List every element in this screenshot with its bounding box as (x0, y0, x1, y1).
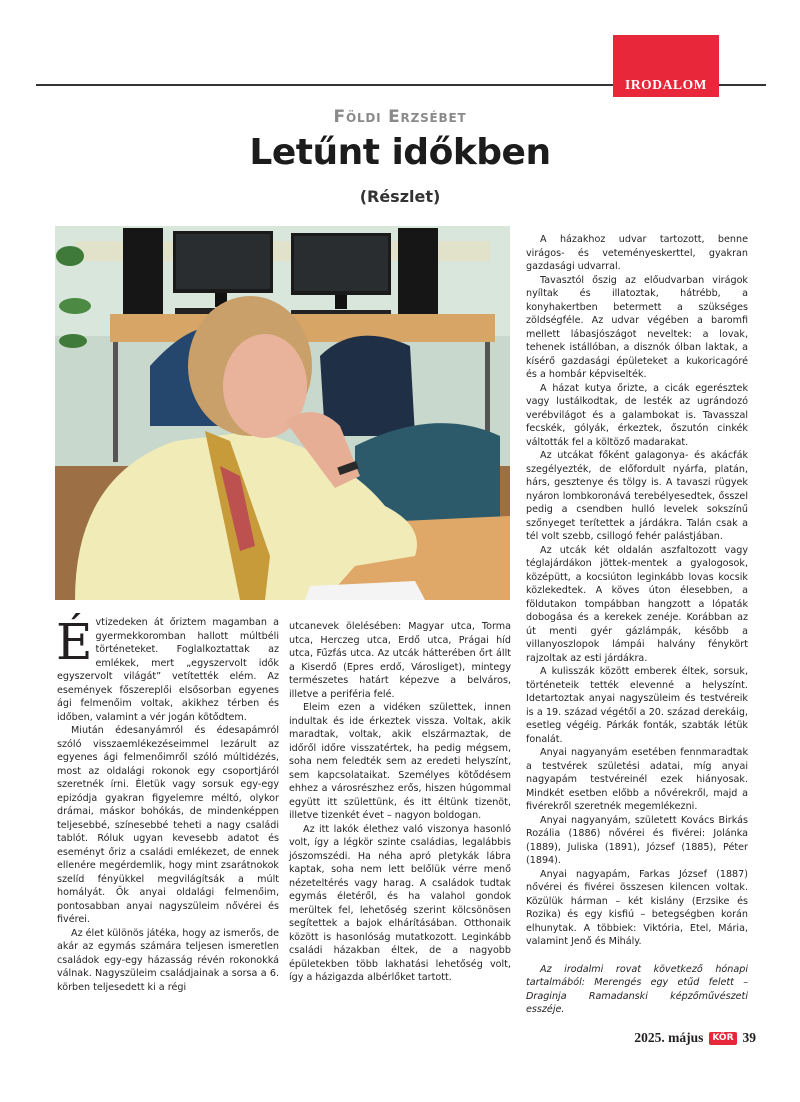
page-number: 39 (742, 1030, 756, 1045)
paragraph: Miután édesanyámról és édesapámról szóló visszaemlékezéseimmel lezárult az egyenes ági felmenőimről szóló múltidézés, most az oldalági rokonok egy csoportjáról szeretnék írni. Életük vagy sorsuk egy-egy epizódja gyakran figyelemre méltó, olykor drámai, máskor bohókás, de mindenképpen teljesebbé, színesebbé teheti a nagy családi tablót. Róluk ugyan kevesebb adatot és eseményt őriz a családi emlékezet, de ennek ellenére megérdemlik, hogy mint zsarátnokok szelíd fényükkel megvilágítsák a múlt homályát. Ők anyai oldalági felmenőim, pontosabban anyai nagyszüleim nővérei és fivérei. (57, 725, 279, 925)
paragraph: A házat kutya őrizte, a cicák egerésztek vagy lustálkodtak, de lesték az ugrándozó verébvilágot és a galambokat is. Tavasszal fecskék, gólyák, érkeztek, őszutón cinkék váltották fel a költöző madarakat. (526, 382, 748, 448)
drop-cap: É (56, 613, 93, 671)
paragraph: A kulisszák között emberek éltek, sorsuk, történeteik tették elevenné a helyszínt. Idetartoztak anyai nagyszüleim és testvéreik is a 19. század végétől a 20. század derekáig, esetleg végéig. Párkák fonták, szabták létük fonalát. (526, 666, 748, 745)
paragraph: Tavasztól őszig az előudvarban virágok nyíltak és illatoztak, hátrébb, a konyhakertben betermett a szükséges zöldségféle. Az udvar végében a baromfi mellett lábasjószágot neveltek: a lovak, tehenek istállóban, a disznók ólban laktak, a kísérő gazdasági épületeket a kukoricagóré és a hombár képviselték. (526, 274, 748, 380)
paragraph: utcanevek ölelésében: Magyar utca, Torma utca, Herczeg utca, Erdő utca, Prágai híd utca, Fűzfás utca. Az utcák hátterében őrt állt a Kiserdő (Epres erdő, Városliget), mintegy természetes határt képezve a belváros, illetve a periféria felé. (289, 621, 511, 700)
paragraph (56, 613, 279, 724)
author-photo (55, 226, 510, 600)
paragraph: Eleim ezen a vidéken születtek, innen indultak és ide érkeztek vissza. Voltak, akik maradtak, voltak, akik elszármaztak, de időről időre visszatértek, ha pedig mégsem, soha nem feledték sem az eredeti helyszínt, sem kapcsolataikat. Személyes kötődésem ehhez a városrészhez erős, hiszen húgommal együtt itt születtünk, és itt éltünk tizenöt, illetve tizenkét évet – nagyon boldogan. (289, 702, 511, 821)
article-column-right (526, 233, 748, 1017)
page-footer (634, 1030, 756, 1046)
article-author: Földi Erzsébet (333, 107, 467, 127)
article-subtitle: (Részlet) (359, 187, 441, 206)
paragraph: Az utcákat főként galagonya- és akácfák szegélyezték, de előfordult nyárfa, platán, hárs, gesztenye és tölgy is. A tavaszi rügyek nyáron lombkoronává terebélyesedtek, ősszel pedig a csendben hulló levelek sokszínű szőnyeget terítettek a járdákra. Talán csak a tél volt szebb, csillogó fehér palástjában. (526, 450, 748, 542)
paragraph: Az élet különös játéka, hogy az ismerős, de akár az egymás számára teljesen ismeretlen családok egy-egy házasság révén rokonokká válnak. Nagyszüleim családjainak a sorsa a 6. körben teljesedett ki a régi (57, 927, 279, 993)
next-issue-teaser: Az irodalmi rovat következő hónapi tartalmából: Merengés egy etűd felett – Draginja Ramadanski képzőművészeti esszéje. (526, 963, 748, 1015)
paragraph: Anyai nagyanyám esetében fennmaradtak a testvérek születési adatai, míg anyai nagyapám testvéreinél ezek hiányosak. Mindkét esetben előbb a nővérekről, majd a fivérekről szeretnék megemlékezni. (526, 747, 748, 812)
article-title: Letűnt időkben (249, 132, 551, 173)
article-column-left (56, 613, 279, 994)
article-column-middle (289, 620, 511, 985)
issue-date: 2025. május (634, 1030, 704, 1045)
paragraph: Az utcák két oldalán aszfaltozott vagy téglajárdákon jöttek-mentek a gyalogosok, középütt, a kocsiúton leginkább lovas kocsik közlekedtek. A köves úton élesebben, a földutakon tompábban hangzott a lópaták dobogása és a kerekek zenéje. Korábban az út menti gyér gázlámpák, később a villanyoszlopok lámpái halvány fénykört rajzoltak az esti járdákra. (526, 544, 748, 664)
author-photo-illustration (55, 226, 510, 600)
paragraph: Anyai nagyanyám, született Kovács Birkás Rozália (1886) nővérei és fivérei: Jolánka (1889), Juliska (1891), József (1885), Péter (1894). (526, 814, 748, 866)
paragraph: Az itt lakók élethez való viszonya hasonló volt, így a légkör szinte családias, legalábbis jószomszédi. Ha néha apró pletykák lábra kaptak, soha nem lett belőlük vérre menő nézeteltérés vagy harag. A családok tudtak egymás életéről, és ha valahol gondok merültek fel, lehetőség szerint kölcsönösen segítettek a bajok elhárításában. Otthonaik között is hasonlóság mutatkozott. Leginkább családi házakban éltek, de a nagyobb épületekben több lakhatási lehetőség volt, így a házigazda albérlőket tartott. (289, 823, 511, 983)
paragraph: A házakhoz udvar tartozott, benne virágos- és veteményeskerttel, gyakran gazdasági udvarral. (526, 234, 748, 272)
magazine-logo: KÖR (709, 1032, 736, 1045)
paragraph-text: vtizedeken át őriztem magamban a gyermekkoromban hallott múltbéli történeteket. Foglalkoztattak az emlékek, mert „egyszervolt idők egyszervolt világát” vetítették elém. Az események főszereplői elsősorban egyenes ági felmenőim voltak, akikhez térben és időben, valamint a vér jogán kötődtem. (57, 617, 279, 723)
section-label: IRODALOM (621, 77, 711, 97)
paragraph: Anyai nagyapám, Farkas József (1887) nővérei és fivérei összesen kilencen voltak. Közülük hárman – két kislány (Erzsike és Rozika) és egy kisfiú – betegségben korán elhunytak. A többiek: Viktória, Etel, Mária, valamint Jenő és Mihály. (526, 868, 748, 947)
section-tab (613, 35, 719, 97)
